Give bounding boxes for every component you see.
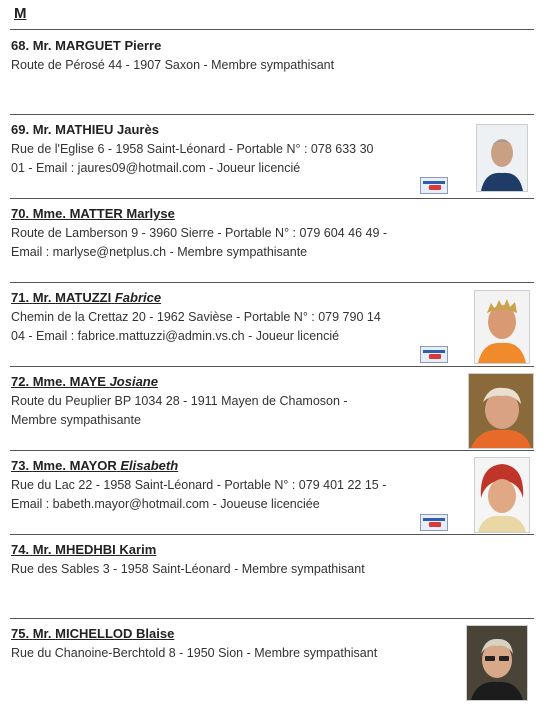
- member-name: [11, 541, 531, 559]
- member-name: [11, 37, 531, 55]
- member-details: [11, 560, 531, 579]
- member-address-line: Rue du Chanoine-Berchtold 8 - 1950 Sion - Membre sympathisant: [11, 646, 378, 660]
- member-number: 71.: [11, 290, 30, 305]
- license-card-icon: [420, 177, 448, 194]
- member-number: 74.: [11, 542, 30, 557]
- member-surname: MATUZZI: [55, 290, 112, 305]
- member-surname: MATTER: [69, 206, 123, 221]
- member-address-line: Route de Pérosé 44 - 1907 Saxon - Membre sympathisant: [11, 58, 335, 72]
- member-entry-70: [11, 198, 531, 282]
- member-photo: [474, 457, 530, 533]
- license-card-icon: [420, 346, 448, 363]
- member-details: [11, 392, 531, 430]
- member-firstname: Pierre: [124, 38, 162, 53]
- member-details: [11, 56, 531, 75]
- member-title: Mme.: [32, 206, 66, 221]
- member-firstname: Fabrice: [114, 290, 162, 305]
- member-entry-72: [11, 366, 531, 450]
- member-photo: [466, 625, 528, 701]
- member-details: [11, 140, 416, 178]
- member-photo: [468, 373, 534, 449]
- member-surname: MARGUET: [55, 38, 121, 53]
- member-number: 69.: [11, 122, 30, 137]
- member-name: [11, 289, 531, 307]
- member-address-line: Rue des Sables 3 - 1958 Saint-Léonard - Membre sympathisant: [11, 562, 365, 576]
- member-contact-line: Email : babeth.mayor@hotmail.com - Joueuse licenciée: [11, 497, 320, 511]
- member-address-line: Chemin de la Crettaz 20 - 1962 Savièse - Portable N° : 079 790 14: [11, 310, 381, 324]
- member-photo: [474, 290, 530, 364]
- section-letter: M: [14, 5, 27, 22]
- member-entry-71: [11, 282, 531, 366]
- member-contact-line: 04 - Email : fabrice.mattuzzi@admin.vs.ch - Joueur licencié: [11, 329, 340, 343]
- member-firstname: Josiane: [109, 374, 158, 389]
- member-title: Mr.: [32, 626, 52, 641]
- member-name: [11, 373, 531, 391]
- member-details: [11, 308, 416, 346]
- member-contact-line: Email : marlyse@netplus.ch - Membre sympathisante: [11, 245, 308, 259]
- member-name: [11, 121, 531, 139]
- member-firstname: Karim: [119, 542, 157, 557]
- member-firstname: Blaise: [136, 626, 175, 641]
- member-title: Mr.: [32, 290, 52, 305]
- license-card-icon: [420, 514, 448, 531]
- member-address-line: Rue de l'Eglise 6 - 1958 Saint-Léonard - Portable N° : 078 633 30: [11, 142, 374, 156]
- member-surname: MATHIEU: [55, 122, 114, 137]
- member-entry-69: [11, 114, 531, 198]
- member-address-line: Route de Lamberson 9 - 3960 Sierre - Portable N° : 079 604 46 49 -: [11, 226, 388, 240]
- member-photo: [476, 124, 528, 192]
- member-surname: MAYOR: [69, 458, 117, 473]
- member-address-line: Route du Peuplier BP 1034 28 - 1911 Mayen de Chamoson -: [11, 394, 348, 408]
- member-surname: MAYE: [69, 374, 106, 389]
- member-firstname: Marlyse: [126, 206, 175, 221]
- member-title: Mr.: [32, 38, 52, 53]
- member-entry-74: [11, 534, 531, 618]
- member-entry-68: [11, 30, 531, 114]
- member-name: [11, 457, 531, 475]
- member-title: Mme.: [32, 374, 66, 389]
- member-number: 70.: [11, 206, 30, 221]
- member-number: 72.: [11, 374, 30, 389]
- member-name: [11, 625, 531, 643]
- member-contact-line: Membre sympathisante: [11, 413, 141, 427]
- member-title: Mme.: [32, 458, 66, 473]
- member-firstname: Jaurès: [117, 122, 159, 137]
- member-surname: MHEDHBI: [55, 542, 116, 557]
- member-details: [11, 644, 531, 663]
- member-number: 75.: [11, 626, 30, 641]
- member-surname: MICHELLOD: [55, 626, 133, 641]
- member-title: Mr.: [32, 542, 52, 557]
- member-address-line: Rue du Lac 22 - 1958 Saint-Léonard - Portable N° : 079 401 22 15 -: [11, 478, 387, 492]
- member-firstname: Elisabeth: [120, 458, 179, 473]
- member-number: 68.: [11, 38, 30, 53]
- member-entry-73: [11, 450, 531, 534]
- member-number: 73.: [11, 458, 30, 473]
- member-details: [11, 224, 531, 262]
- member-contact-line: 01 - Email : jaures09@hotmail.com - Joueur licencié: [11, 161, 301, 175]
- member-entry-75: [11, 618, 531, 702]
- member-details: [11, 476, 531, 514]
- member-name: [11, 205, 531, 223]
- member-title: Mr.: [32, 122, 52, 137]
